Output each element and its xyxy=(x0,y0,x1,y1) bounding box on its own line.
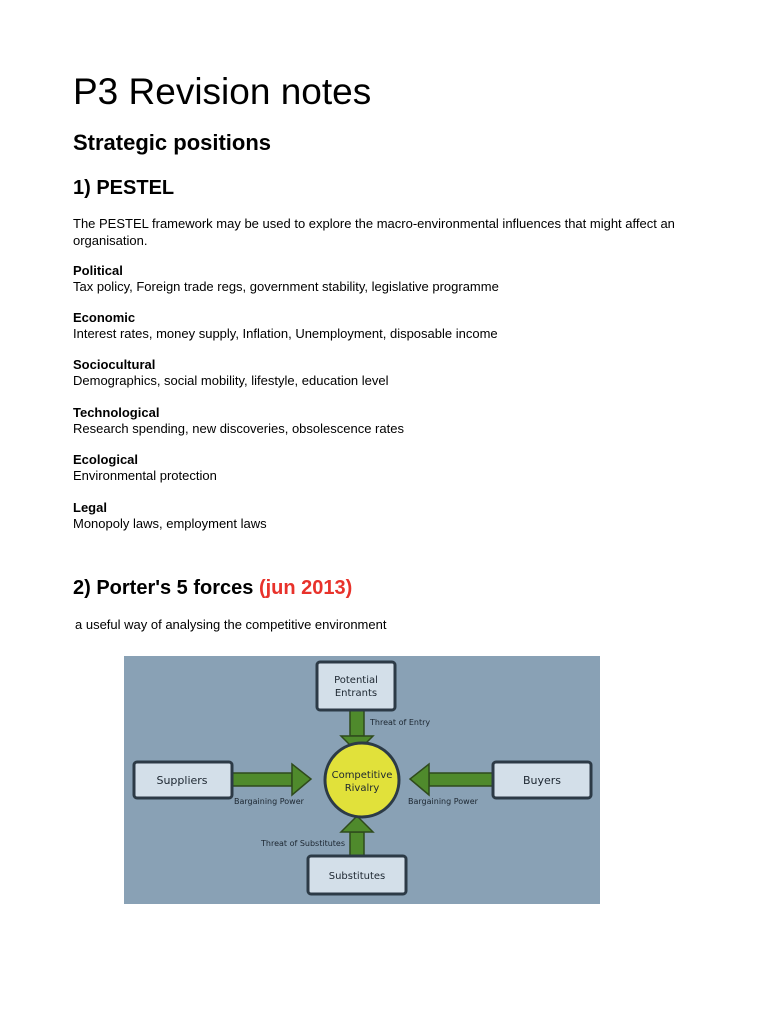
porter-heading xyxy=(73,576,352,600)
suppliers-box xyxy=(134,762,232,798)
pestel-factor-legal xyxy=(73,500,713,532)
threat-of-entry-label: Threat of Entry xyxy=(370,718,431,727)
page-subtitle: Strategic positions xyxy=(73,130,272,155)
factor-name: Legal xyxy=(73,500,107,515)
porter-heading-note: (jun 2013) xyxy=(258,577,353,599)
pestel-factor-political xyxy=(73,263,713,295)
threat-of-substitutes-label: Threat of Substitutes xyxy=(261,839,346,848)
pestel-factor-sociocultural xyxy=(73,357,713,389)
pestel-intro: The PESTEL framework may be used to explore the macro-environmental influences that might affect an organisation. xyxy=(73,216,675,248)
factor-description: Monopoly laws, employment laws xyxy=(73,516,267,531)
porter-description: a useful way of analysing the competitive environment xyxy=(75,617,387,632)
factor-description: Tax policy, Foreign trade regs, government stability, legislative programme xyxy=(73,279,499,294)
buyer-bargaining-power-label: Bargaining Power xyxy=(408,797,478,806)
factor-name: Economic xyxy=(73,310,136,325)
substitutes-box xyxy=(308,856,406,894)
pestel-factor-technological xyxy=(73,405,713,437)
porter-diagram-svg xyxy=(124,656,600,904)
pestel-heading: 1) PESTEL xyxy=(73,177,175,199)
factor-name: Sociocultural xyxy=(73,357,156,372)
factor-description: Environmental protection xyxy=(73,468,217,483)
substitutes-label: Substitutes xyxy=(328,871,386,882)
buyers-box xyxy=(493,762,591,798)
porter-heading-text: 2) Porter's 5 forces xyxy=(73,577,254,599)
suppliers-label: Suppliers xyxy=(156,774,208,787)
potential-entrants-box xyxy=(317,662,395,710)
arrow-right xyxy=(410,764,495,795)
potential-entrants-label-1: Potential xyxy=(334,675,378,686)
factor-description: Demographics, social mobility, lifestyle, education level xyxy=(73,373,389,388)
competitive-rivalry-circle xyxy=(325,743,399,817)
factor-description: Interest rates, money supply, Inflation, Unemployment, disposable income xyxy=(73,326,498,341)
buyers-label: Buyers xyxy=(522,774,562,787)
factor-name: Political xyxy=(73,263,123,278)
supplier-bargaining-power-label: Bargaining Power xyxy=(234,797,304,806)
potential-entrants-label-2: Entrants xyxy=(334,688,378,699)
porter-five-forces-diagram xyxy=(124,656,600,904)
pestel-factor-economic xyxy=(73,310,713,342)
pestel-factor-ecological xyxy=(73,452,713,484)
factor-name: Technological xyxy=(73,405,160,420)
factor-name: Ecological xyxy=(73,452,139,467)
page-title: P3 Revision notes xyxy=(73,71,372,112)
arrow-left xyxy=(229,764,311,795)
competitive-rivalry-label-2: Rivalry xyxy=(344,783,380,794)
factor-description: Research spending, new discoveries, obsolescence rates xyxy=(73,421,404,436)
competitive-rivalry-label-1: Competitive xyxy=(331,770,393,781)
